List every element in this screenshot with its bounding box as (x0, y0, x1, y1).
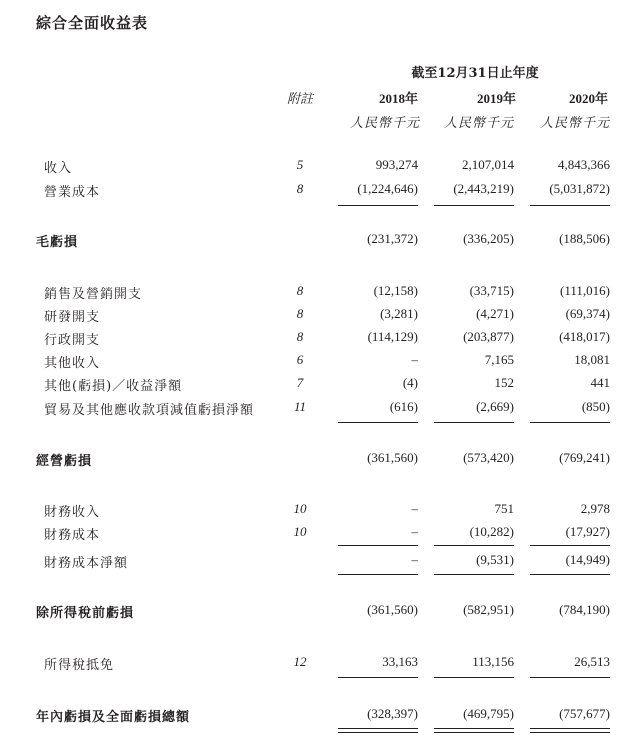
subtotal-rule (530, 205, 610, 206)
row-operating-loss (0, 450, 626, 470)
row-note: 6 (296, 352, 304, 367)
unit-2018-header: 人民幣千元 (349, 116, 420, 131)
row-label: 所得稅抵免 (44, 658, 115, 673)
subtotal-rule (530, 422, 610, 423)
row-label: 年內虧損及全面虧損總額 (36, 710, 191, 725)
value-2018: (3,281) (380, 306, 418, 321)
row-finance-income (0, 501, 626, 521)
value-2018: – (411, 552, 418, 567)
row-selling-expenses (0, 283, 626, 303)
value-2019: (2,669) (476, 399, 514, 414)
row-label: 行政開支 (44, 333, 101, 348)
value-2018: (616) (389, 399, 418, 414)
value-2020: 18,081 (574, 352, 610, 367)
row-note: 11 (293, 399, 307, 414)
value-2020: (850) (581, 399, 610, 414)
value-2020: (757,677) (559, 706, 610, 721)
unit-2020-header: 人民幣千元 (539, 116, 610, 131)
row-note: 7 (296, 375, 304, 390)
value-2018: 993,274 (375, 157, 418, 172)
subtotal-rule (338, 205, 418, 206)
value-2019: (33,715) (469, 283, 514, 298)
value-2019: (2,443,219) (453, 181, 514, 196)
subtotal-rule (530, 677, 610, 678)
subtotal-rule (434, 545, 514, 546)
value-2019: (582,951) (463, 602, 514, 617)
row-note: 8 (296, 329, 304, 344)
value-2019: (4,271) (476, 306, 514, 321)
row-note: 8 (296, 181, 304, 196)
row-finance-costs-net (0, 552, 626, 572)
row-rd-expenses (0, 306, 626, 326)
row-other-income (0, 352, 626, 372)
value-2019: (336,205) (463, 231, 514, 246)
value-2019: 7,165 (484, 352, 514, 367)
row-note: 5 (296, 157, 304, 172)
unit-2019-header: 人民幣千元 (443, 116, 514, 131)
row-admin-expenses (0, 329, 626, 349)
value-2018: (361,560) (367, 450, 418, 465)
row-note: 10 (293, 524, 307, 539)
total-double-rule (434, 728, 514, 733)
subtotal-rule (338, 677, 418, 678)
year-2018-header: 2018年 (378, 91, 418, 106)
value-2018: (361,560) (367, 602, 418, 617)
row-finance-costs (0, 524, 626, 544)
value-2019: 113,156 (472, 654, 514, 669)
value-2018: (12,158) (373, 283, 418, 298)
value-2019: (9,531) (476, 552, 514, 567)
row-gross-loss (0, 231, 626, 251)
value-2018: (231,372) (367, 231, 418, 246)
subtotal-rule (530, 545, 610, 546)
row-label: 經營虧損 (36, 454, 93, 469)
value-2019: (573,420) (463, 450, 514, 465)
value-2018: – (411, 524, 418, 539)
subtotal-rule (434, 677, 514, 678)
row-label: 研發開支 (44, 310, 101, 325)
value-2020: (69,374) (565, 306, 610, 321)
value-2018: 33,163 (382, 654, 418, 669)
value-2019: (469,795) (463, 706, 514, 721)
subtotal-rule (530, 574, 610, 575)
note-column-header: 附註 (286, 92, 313, 107)
total-double-rule (338, 728, 418, 733)
value-2020: (17,927) (565, 524, 610, 539)
year-2019-header: 2019年 (476, 91, 516, 106)
value-2020: 441 (590, 375, 610, 390)
value-2018: (4) (402, 375, 418, 390)
value-2018: – (411, 501, 418, 516)
value-2018: (328,397) (367, 706, 418, 721)
value-2020: (188,506) (559, 231, 610, 246)
value-2020: 4,843,366 (558, 157, 610, 172)
value-2019: 2,107,014 (462, 157, 514, 172)
row-note: 12 (293, 654, 307, 669)
value-2018: (1,224,646) (357, 181, 418, 196)
value-2019: 152 (494, 375, 514, 390)
value-2020: (784,190) (559, 602, 610, 617)
row-income-tax-credit (0, 654, 626, 674)
row-label: 財務收入 (44, 505, 101, 520)
row-impairment-losses (0, 399, 626, 419)
row-total-comprehensive-loss (0, 706, 626, 726)
row-cost-of-sales (0, 181, 626, 201)
statement-title: 綜合全面收益表 (36, 14, 149, 32)
value-2019: (203,877) (463, 329, 514, 344)
value-2020: 2,978 (580, 501, 610, 516)
row-label: 除所得稅前虧損 (36, 606, 135, 621)
period-header: 截至12月31日止年度 (411, 66, 539, 81)
subtotal-rule (338, 422, 418, 423)
subtotal-rule (434, 574, 514, 575)
row-note: 8 (296, 306, 304, 321)
row-label: 收入 (44, 161, 73, 176)
value-2020: (5,031,872) (549, 181, 610, 196)
row-note: 10 (293, 501, 307, 516)
total-double-rule (530, 728, 610, 733)
row-label: 貿易及其他應收款項減值虧損淨額 (44, 403, 255, 418)
value-2020: (111,016) (560, 283, 610, 298)
row-note: 8 (296, 283, 304, 298)
value-2020: (418,017) (559, 329, 610, 344)
row-label: 財務成本淨額 (44, 556, 129, 571)
row-revenue (0, 157, 626, 177)
row-label: 其他(虧損)／收益淨額 (44, 379, 183, 394)
row-label: 毛虧損 (36, 235, 79, 250)
row-label: 財務成本 (44, 528, 101, 543)
value-2019: 751 (494, 501, 514, 516)
subtotal-rule (434, 205, 514, 206)
subtotal-rule (338, 574, 418, 575)
value-2020: (769,241) (559, 450, 610, 465)
value-2020: (14,949) (565, 552, 610, 567)
value-2018: – (411, 352, 418, 367)
subtotal-rule (338, 545, 418, 546)
value-2020: 26,513 (574, 654, 610, 669)
subtotal-rule (434, 422, 514, 423)
year-2020-header: 2020年 (568, 91, 608, 106)
row-label: 營業成本 (44, 185, 101, 200)
value-2019: (10,282) (469, 524, 514, 539)
value-2018: (114,129) (367, 329, 418, 344)
row-label: 其他收入 (44, 356, 101, 371)
row-other-gains-losses (0, 375, 626, 395)
row-label: 銷售及營銷開支 (44, 287, 143, 302)
row-loss-before-tax (0, 602, 626, 622)
